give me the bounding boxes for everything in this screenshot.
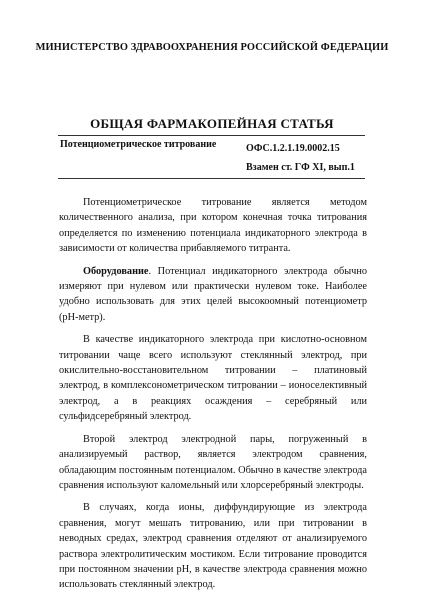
paragraph-2 <box>59 264 367 326</box>
article-type-title: ОБЩАЯ ФАРМАКОПЕЙНАЯ СТАТЬЯ <box>90 116 334 131</box>
equipment-heading: Оборудование <box>83 265 149 277</box>
article-body <box>59 195 367 600</box>
article-code: ОФС.1.2.1.19.0002.15 <box>246 143 340 154</box>
top-divider <box>58 135 365 136</box>
bottom-divider <box>58 178 365 179</box>
replaces-note: Взамен ст. ГФ XI, вып.1 <box>246 162 355 173</box>
paragraph-5: В случаях, когда ионы, диффундирующие из электрода сравнения, могут мешать титрованию, или при титровании в неводных средах, электрод сравнения отделяют от анализируемого раствора электролитическим мостиком. Если титрование проводится при постоянном значении рН, в качестве электрода сравнения можно использовать стеклянный электрод. <box>59 502 367 591</box>
paragraph-4: Второй электрод электродной пары, погруженный в анализируемый раствор, является электродом сравнения, обладающим постоянным потенциалом. Обычно в качестве электрода сравнения используют каломельный или хлорсеребряный электроды. <box>59 433 367 491</box>
paragraph-1: Потенциометрическое титрование является методом количественного анализа, при котором конечная точка титрования определяется по изменению потенциала индикаторного электрода в зависимости от количества прибавляемого титранта. <box>59 197 367 255</box>
paragraph-3: В качестве индикаторного электрода при кислотно-основном титровании чаще всего используют стеклянный электрод, при окислительно-восстановительном титровании – платиновый электрод, в комплексонометрическом титровании – ионоселективный электрод, а в реакциях осаждения – серебряный или сульфидсеребряный электрод. <box>59 334 367 423</box>
article-title: Потенциометрическое титрование <box>60 139 217 150</box>
article-meta <box>246 139 355 177</box>
ministry-header: МИНИСТЕРСТВО ЗДРАВООХРАНЕНИЯ РОССИЙСКОЙ ФЕДЕРАЦИИ <box>35 42 389 53</box>
equipment-text: . Потенциал индикаторного электрода обычно измеряют при нулевом или практически нулевом токе. Наиболее удобно использовать для этих целей высокоомный потенциометр (рН-метр). <box>59 265 367 323</box>
